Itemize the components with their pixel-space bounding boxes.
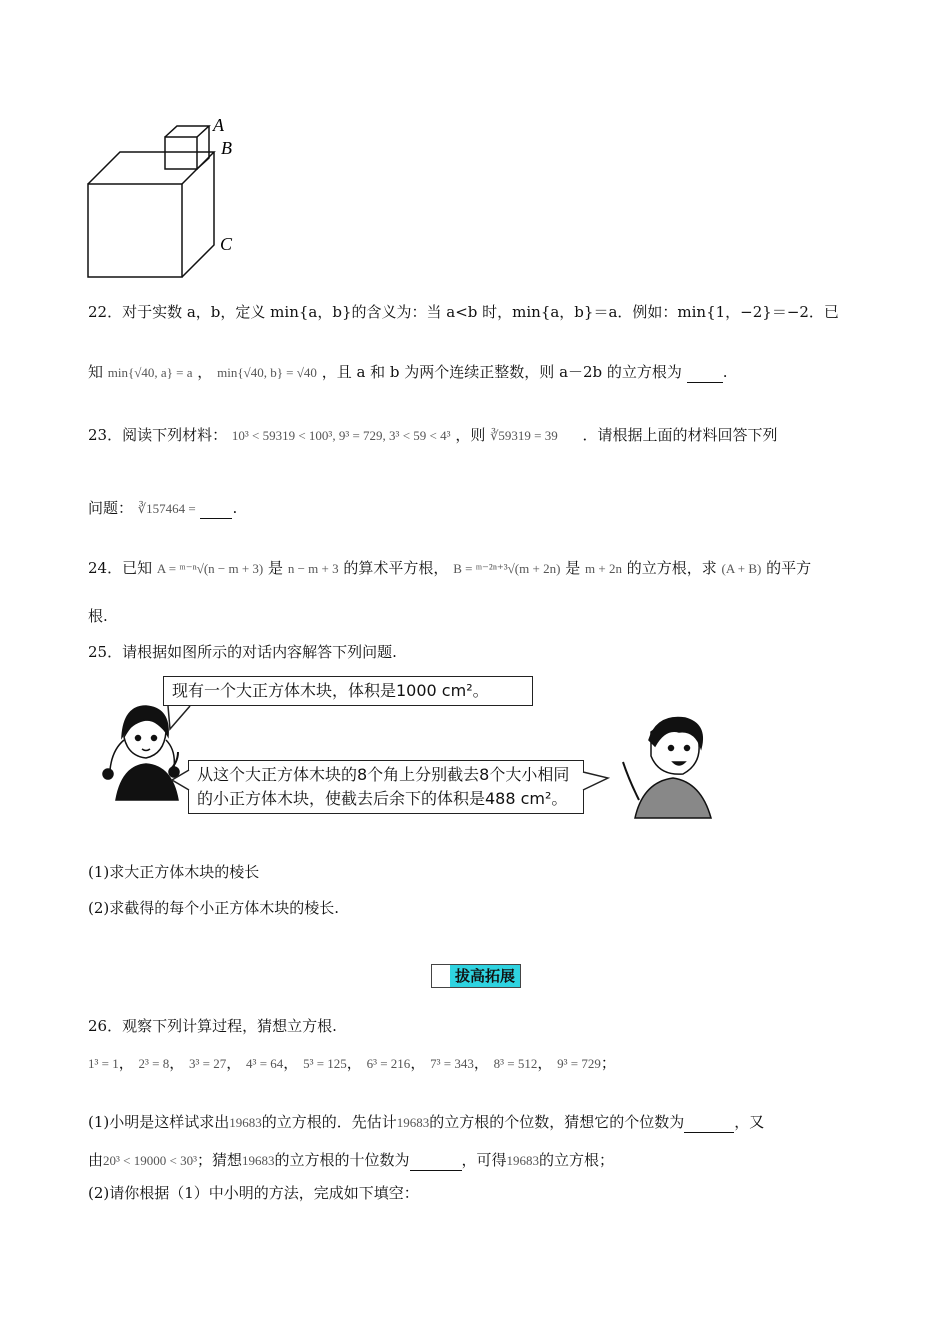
q26-units-digit-blank[interactable] (684, 1112, 734, 1133)
speech-tail-bottom (170, 766, 610, 806)
q25-title: 25．请根据如图所示的对话内容解答下列问题. (88, 643, 397, 661)
q23-line2: 问题： ∛157464 = . (88, 499, 238, 517)
q23-line1: 23．阅读下列材料： 10³ < 59319 < 100³, 9³ = 729, 3³ < 59 < 4³ ，则 ∛59319 = 39 ．请根据上面的材料回答下列 (88, 426, 778, 444)
q25-part1: (1)求大正方体木块的棱长 (88, 863, 260, 881)
q24-expr-a: A = ᵐ⁻ⁿ√(n − m + 3) (156, 561, 264, 576)
q23-expr2: ∛59319 = 39 (490, 428, 558, 443)
q23-answer-blank[interactable] (200, 498, 232, 519)
speech-bubble-bottom: 从这个大正方体木块的8个角上分别截去8个大小相同的小正方体木块，使截去后余下的体积是488 cm²。 (188, 760, 584, 814)
section-title: 拔高拓展 (454, 967, 515, 985)
q23-expr3: ∛157464 = (137, 501, 196, 516)
q22-expr1: min{√40, a} = a (107, 365, 193, 380)
big-cube-front (88, 184, 182, 277)
q22-line1: 22．对于实数 a，b，定义 min{a，b}的含义为：当 a<b 时，min{a，b}＝a．例如：min{1，−2}＝−2．已 (88, 303, 839, 321)
label-a: A (213, 115, 224, 135)
q24-expr-b: B = ᵐ⁻²ⁿ⁺³√(m + 2n) (453, 561, 561, 576)
q23-expr1: 10³ < 59319 < 100³, 9³ = 729, 3³ < 59 < 4³ (231, 428, 451, 443)
boy-illustration (615, 710, 715, 820)
q26-part1-line2: 由20³ < 19000 < 30³；猜想19683的立方根的十位数为 ，可得19683的立方根； (88, 1151, 615, 1169)
section-header (431, 964, 521, 988)
q26-part2: (2)请你根据（1）中小明的方法，完成如下填空： (88, 1184, 419, 1202)
q22-answer-blank[interactable] (687, 362, 723, 383)
q22-expr2: min{√40, b} = √40 (217, 365, 317, 380)
q26-part1-line1: (1)小明是这样试求出19683的立方根的．先估计19683的立方根的个位数，猜想它的个位数为 ，又 (88, 1113, 765, 1131)
q25-part2: (2)求截得的每个小正方体木块的棱长. (88, 899, 340, 917)
q26-inequality: 20³ < 19000 < 30³ (103, 1153, 197, 1168)
label-b: B (221, 138, 232, 158)
q26-title: 26．观察下列计算过程，猜想立方根. (88, 1017, 337, 1035)
speech-bubble-top: 现有一个大正方体木块，体积是1000 cm²。 (163, 676, 533, 706)
q22-line2: 知 min{√40, a} = a ， min{√40, b} = √40 ，且 a 和 b 为两个连续正整数，则 a－2b 的立方根为 . (88, 363, 728, 381)
q24-line1: 24．已知 A = ᵐ⁻ⁿ√(n − m + 3) 是 n − m + 3 的算术平方根， B = ᵐ⁻²ⁿ⁺³√(m + 2n) 是 m + 2n 的立方根，求 (A + B) 的平方 (88, 559, 812, 577)
speech-tail-top (164, 705, 194, 735)
q26-tens-digit-blank[interactable] (410, 1150, 462, 1171)
small-cube-top (165, 126, 209, 137)
q24-line2: 根. (88, 607, 108, 625)
big-cube-top (88, 152, 214, 184)
label-c: C (220, 234, 233, 254)
q26-cube-list: 1³ = 1， 2³ = 8， 3³ = 27， 4³ = 64， 5³ = 125， 6³ = 216， 7³ = 343， 8³ = 512， 9³ = 729； (88, 1054, 616, 1072)
cube-figure (80, 112, 250, 284)
small-cube-front (165, 137, 197, 169)
big-cube-side (182, 152, 214, 277)
